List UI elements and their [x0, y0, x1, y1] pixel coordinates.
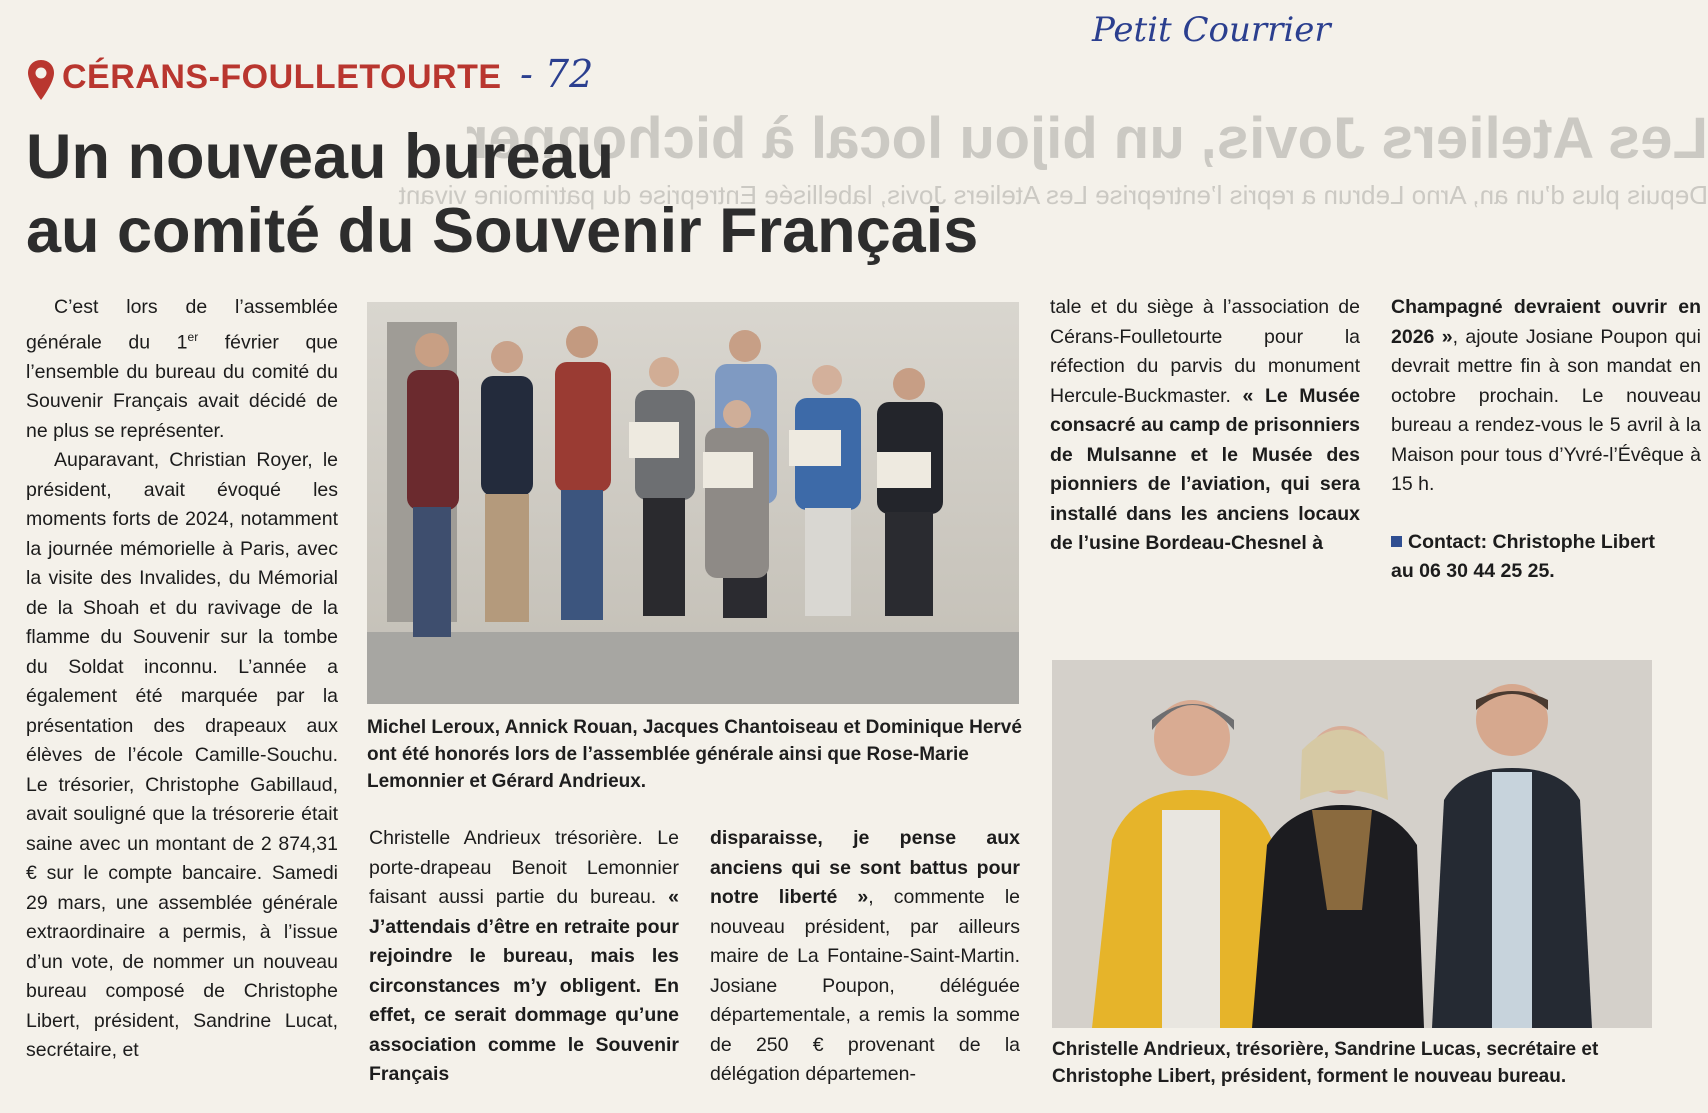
headline-line-1: Un nouveau bureau [26, 122, 615, 192]
p1-text-b: février que l’ensemble du bureau du comité du Souvenir Français avait décidé de ne plus se représenter. [26, 331, 338, 442]
photo-new-board-caption: Christelle Andrieux, trésorière, Sandrine Lucas, secrétaire et Christophe Libert, président, forment le nouveau bureau. [1052, 1039, 1599, 1087]
handwritten-department: - 72 [520, 52, 594, 96]
handwritten-newspaper-name: Petit Courrier [1092, 10, 1331, 50]
location-label: CÉRANS-FOULLETOURTE [62, 58, 502, 96]
contact-label: Contact: Christophe Libert [1408, 530, 1655, 553]
col2-paragraph [369, 824, 679, 1090]
photo-honorees [367, 302, 1019, 704]
col5-paragraph [1391, 293, 1701, 500]
col3-quote: disparaisse, je pense aux anciens qui se sont battus pour notre liberté » [710, 827, 1020, 908]
paragraph-2: Auparavant, Christian Royer, le président, avait évoqué les moments forts de 2024, notamment la journée mémorielle à Paris, avec la visite des Invalides, du Mémorial de la Shoah et du ravivage de la flamme du Souvenir sur la tombe du Soldat inconnu. L’année a également été marquée par la présentation des drapeaux aux élèves de l’école Camille-Souchu. Le trésorier, Christophe Gabillaud, avait souligné que la trésorerie était saine avec un montant de 2 874,31 € sur le compte bancaire. Samedi 29 mars, une assemblée générale extraordinaire a permis, à l’issue d’un vote, de nommer un nouveau bureau composé de Christophe Libert, président, Sandrine Lucat, secrétaire, et [26, 449, 338, 1061]
location-pin-icon [26, 58, 56, 102]
bleed-through-column [1650, 560, 1708, 1100]
article-headline [26, 120, 1156, 268]
col4-paragraph [1050, 293, 1360, 559]
headline-line-2: au comité du Souvenir Français [26, 196, 979, 266]
col2-text: Christelle Andrieux trésorière. Le porte-drapeau Benoit Lemonnier faisant aussi partie du bureau. [369, 827, 679, 908]
p1-text-a: C’est lors de l’assemblée générale du 1 [26, 296, 338, 353]
contact-bullet-icon [1391, 536, 1402, 547]
article-column-5 [1391, 293, 1701, 587]
bleed-head-text: Les Ateliers Jovis, un bijou local à bichonner [466, 106, 1708, 171]
photo-new-board [1052, 660, 1652, 1028]
col2-quote: « J’attendais d’être en retraite pour rejoindre le bureau, mais les circonstances m’y obligent. En effet, ce serait dommage qu’une association comme le Souvenir Français [369, 886, 679, 1085]
col3-paragraph [710, 824, 1020, 1090]
new-board-group-image [1052, 660, 1652, 1028]
photo-honorees-caption: Michel Leroux, Annick Rouan, Jacques Chantoiseau et Dominique Hervé ont été honorés lors de l’assemblée générale ainsi que Rose-Marie Lemonnier et Gérard Andrieux. [367, 717, 1022, 792]
article-column-1 [26, 293, 338, 1066]
paragraph-1 [26, 293, 338, 446]
col4-quote: « Le Musée consacré au camp de prisonniers de Mulsanne et le Musée des pionniers de l’aviation, qui sera installé dans les anciens locaux de l’usine Bordeau-Chesnel à [1050, 384, 1360, 554]
contact-phone: au 06 30 44 25 25. [1391, 560, 1555, 582]
col5-text: , ajoute Josiane Poupon qui devrait mettre fin à son mandat en octobre prochain. Le nouveau bureau a rendez-vous le 5 avril à la Maison pour tous d’Yvré-l’Évêque à 15 h. [1391, 325, 1701, 495]
bleed-sub-text: Depuis plus d’un an, Arno Lebrun a repris l’entreprise Les Ateliers Jovis, labellisée Entreprise du patrimoine vivant [398, 180, 1708, 210]
col5-quote: Champagné devraient ouvrir en 2026 » [1391, 296, 1701, 348]
col4-text: tale et du siège à l’association de Cérans-Foulletourte pour la réfection du parvis du monument Hercule-Buckmaster. [1050, 296, 1360, 407]
article-column-3 [710, 824, 1020, 1090]
article-column-4 [1050, 293, 1360, 559]
honorees-group-image [367, 302, 1019, 704]
p1-superscript: er [187, 329, 199, 344]
article-column-2 [369, 824, 679, 1090]
col3-text: , commente le nouveau président, par ailleurs maire de La Fontaine-Saint-Martin. Josiane Poupon, déléguée départementale, a remis la somme de 250 € provenant de la délégation départemen- [710, 886, 1021, 1085]
